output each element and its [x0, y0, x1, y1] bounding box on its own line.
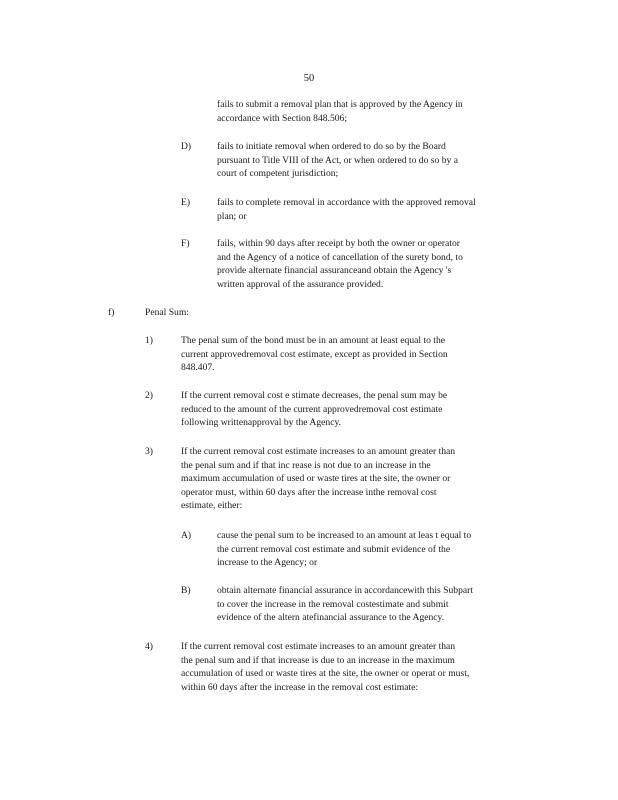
- text-line: If the current removal cost e stimate decreases, the penal sum may be: [181, 390, 448, 401]
- text-line: maximum accumulation of used or waste tires at the site, the owner or: [181, 473, 451, 484]
- text-line: plan; or: [217, 210, 247, 222]
- text-line: If the current removal cost estimate increases to an amount greater than: [181, 641, 456, 652]
- text-line: provide alternate financial assuranceand obtain the Agency 's: [217, 265, 452, 276]
- text-line: operator must, within 60 days after the increase inthe removal cost: [181, 486, 437, 498]
- text-line: written approval of the assurance provided.: [217, 278, 384, 290]
- item-text: [217, 140, 537, 181]
- text-line: cause the penal sum to be increased to an amount at leas t equal to: [217, 530, 472, 541]
- item-label: B): [181, 585, 191, 596]
- item-text: [181, 640, 538, 694]
- item-label: A): [181, 530, 192, 541]
- text-line: following writtenapproval by the Agency.: [181, 417, 342, 428]
- item-label: 1): [145, 335, 153, 346]
- item-text: [181, 445, 538, 513]
- item-label: D): [181, 141, 192, 152]
- item-text: [217, 196, 537, 223]
- text-line: pursuant to Title VIII of the Act, or when ordered to do so by a: [217, 154, 458, 166]
- text-line: court of competent jurisdiction;: [217, 168, 339, 179]
- item-label: 4): [145, 641, 153, 652]
- section-label: f): [108, 307, 115, 318]
- text-line: fails to initiate removal when ordered to do so by the Board: [217, 141, 446, 152]
- text-line: to cover the increase in the removal costestimate and submit: [217, 598, 449, 610]
- text-line: evidence of the altern atefinancial assurance to the Agency.: [217, 612, 445, 623]
- section-title: Penal Sum:: [145, 307, 189, 318]
- text-line: The penal sum of the bond must be in an amount at least equal to the: [181, 335, 446, 346]
- text-line: accumulation of used or waste tires at the site, the owner or operat or must,: [181, 668, 470, 679]
- text-line: estimate, either:: [181, 500, 243, 511]
- text-line: the penal sum and if that inc rease is not due to an increase in the: [181, 459, 431, 471]
- text-line: and the Agency of a notice of cancellation of the surety bond, to: [217, 251, 463, 263]
- text-line: 848.407.: [181, 362, 215, 373]
- text-line: obtain alternate financial assurance in accordancewith this Subpart: [217, 585, 473, 596]
- text-line: If the current removal cost estimate increases to an amount greater than: [181, 446, 456, 457]
- text-line: the penal sum and if that increase is due to an increase in the maximum: [181, 654, 455, 666]
- text-line: current approvedremoval cost estimate, except as provided in Section: [181, 348, 448, 360]
- item-label: 3): [145, 446, 153, 457]
- item-label: 2): [145, 390, 153, 401]
- page-number: 50: [303, 73, 315, 84]
- text-line: fails to complete removal in accordance with the approved removal: [217, 197, 476, 208]
- continuation-paragraph: [217, 98, 537, 125]
- text-line: fails, within 90 days after receipt by both the owner or operator: [217, 238, 460, 249]
- text-line: reduced to the amount of the current approvedremoval cost estimate: [181, 403, 443, 415]
- item-text: [181, 334, 538, 375]
- item-label: F): [181, 238, 190, 249]
- text-line: fails to submit a removal plan that is approved by the Agency in: [217, 99, 463, 110]
- text-line: the current removal cost estimate and submit evidence of the: [217, 543, 451, 555]
- item-text: [217, 237, 537, 291]
- item-text: [181, 389, 538, 430]
- text-line: accordance with Section 848.506;: [217, 112, 348, 124]
- text-line: increase to the Agency; or: [217, 557, 318, 568]
- text-line: within 60 days after the increase in the removal cost estimate:: [181, 681, 419, 693]
- item-label: E): [181, 197, 191, 208]
- item-text: [217, 584, 537, 625]
- item-text: [217, 529, 537, 570]
